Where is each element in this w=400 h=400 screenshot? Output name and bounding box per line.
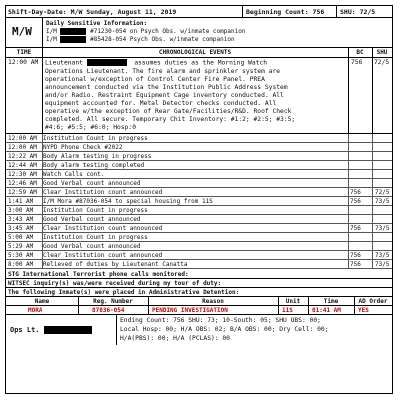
log-event: Good Verbal count announced <box>43 180 141 187</box>
first-entry-bc: 756 <box>351 59 363 66</box>
log-bc: 756 <box>350 252 361 259</box>
log-event: Clear Institution count announced <box>43 225 163 232</box>
log-time: 3:00 AM <box>8 207 34 214</box>
detention-notice: The following Inmate(s) were placed in Administrative Detention: <box>6 288 392 297</box>
log-event: Clear Institution count announced <box>43 189 163 196</box>
log-event: Body Alarm testing in progress <box>43 153 152 160</box>
log-bc: 756 <box>350 261 361 268</box>
log-event: Body alarm testing completed <box>43 162 145 169</box>
log-event: Institution Count in progress <box>43 135 148 142</box>
ad-col-name: Name <box>34 298 50 305</box>
redaction-block <box>60 28 86 35</box>
log-row <box>6 188 392 197</box>
log-bc: 756 <box>350 189 361 196</box>
log-time: 3:45 AM <box>8 225 34 232</box>
redaction-block <box>60 36 86 43</box>
ad-table-header <box>6 297 392 306</box>
witsec-notice: WITSEC inquiry(s) was/were received during my tour of duty: <box>6 279 392 288</box>
ad-table-row <box>6 306 392 315</box>
log-row <box>6 233 392 242</box>
log-time: 12:59 AM <box>8 189 37 196</box>
log-time: 5:29 AM <box>8 243 34 250</box>
dsi-line-1: I/M #71230-054 on Psych Obs. w/inmate companion <box>46 28 246 35</box>
header-row <box>6 6 392 18</box>
log-row <box>6 161 392 170</box>
log-row <box>6 152 392 161</box>
shu-count: SHU: 72/5 <box>340 8 376 16</box>
log-shu: 73/5 <box>375 225 390 232</box>
log-time: 1:41 AM <box>8 198 34 205</box>
log-event: Good Verbal count announced <box>43 243 141 250</box>
log-event: I/M Mora #87036-054 to special housing from 11S <box>43 198 213 205</box>
log-shu: 73/5 <box>375 261 390 268</box>
ad-name: MORA <box>28 307 43 314</box>
ad-order: YES <box>358 307 369 314</box>
log-time: 12:00 AM <box>8 144 37 151</box>
sensitive-info-row <box>6 18 392 48</box>
log-row <box>6 260 392 269</box>
log-bc: 756 <box>350 198 361 205</box>
log-row <box>6 179 392 188</box>
col-shu: SHU <box>376 49 388 56</box>
shift-date: Shift-Day-Date: M/W Sunday, August 11, 2019 <box>8 8 177 16</box>
log-row <box>6 251 392 260</box>
first-entry-shu: 72/5 <box>374 59 390 66</box>
ad-col-reason: Reason <box>202 298 224 305</box>
stg-notice: STG International Terrorist phone calls monitored: <box>6 270 392 279</box>
ad-col-time: Time <box>323 298 339 305</box>
log-time: 12:44 AM <box>8 162 37 169</box>
log-event: Relieved of duties by Lieutenant Canatta <box>43 261 188 268</box>
dsi-title: Daily Sensitive Information: <box>46 20 148 27</box>
log-time: 5:00 AM <box>8 234 34 241</box>
log-event: Clear Institution count announced <box>43 252 163 259</box>
daily-log-form <box>5 5 393 394</box>
col-events: CHRONOLOGICAL EVENTS <box>158 49 232 56</box>
log-table <box>6 134 392 269</box>
log-time: 5:30 AM <box>8 252 34 259</box>
log-row <box>6 206 392 215</box>
log-event: Watch Calls cont. <box>43 171 105 178</box>
beginning-count: Beginning Count: 756 <box>246 8 325 16</box>
log-bc: 756 <box>350 225 361 232</box>
ad-unit: 11S <box>282 307 293 314</box>
column-header-row <box>6 48 392 58</box>
first-entry-time: 12:00 AM <box>8 59 39 66</box>
ops-label: Ops Lt. <box>10 326 92 345</box>
ad-reg: 87036-054 <box>92 307 125 314</box>
ad-col-order: AD Order <box>358 298 388 305</box>
log-time: 12:00 AM <box>8 135 37 142</box>
log-time: 12:30 AM <box>8 171 37 178</box>
log-row <box>6 224 392 233</box>
ad-col-unit: Unit <box>285 298 301 305</box>
log-event: Good Verbal count announced <box>43 216 141 223</box>
redaction-block <box>44 326 92 334</box>
log-row <box>6 170 392 179</box>
first-entry-text: Lieutenant assumes duties as the Morning Watch Operations Lieutenant. The fire alarm and sprinkler system are operational w/exception of Control Center Fire Panel. PREA announcement conducted via the Institution Public Address System and/or Radio. Restraint Equipment Cage inventory conducted. All equipment accounted for. Metal Detector checks conducted. All operative w/the exception of Rear Gate/Facilities/R&D. Roof Check completed. All secure. Temporary Chit Inventory: #1:2; #2:5; #3:5; #4:6; #5:5; #6:0; Hosp:0 <box>45 59 296 131</box>
col-time: TIME <box>16 49 32 56</box>
ad-col-reg: Reg. Number <box>93 298 133 305</box>
dsi-line-2: I/M #85428-054 Psych Obs. w/inmate companion <box>46 36 235 43</box>
log-time: 8:00 AM <box>8 261 34 268</box>
log-time: 12:46 AM <box>8 180 37 187</box>
first-entry <box>6 58 392 134</box>
log-row <box>6 197 392 206</box>
log-row <box>6 215 392 224</box>
log-event: Institution Count in progress <box>43 234 148 241</box>
log-row <box>6 242 392 251</box>
log-shu: 72/5 <box>375 189 390 196</box>
log-event: NYPD Phone Check #2022 <box>43 144 123 151</box>
footer-row <box>6 315 392 345</box>
ending-count: Ending Count: 756 SHU: 73; 10-South: 05; SHU OBS: 00; Local Hosp: 00; H/A OBS: 02; B/A OBS: 00; Dry Cell: 00; H/A(PBS): 00; H/A (PCLAS): 00 <box>120 317 329 342</box>
log-time: 12:22 AM <box>8 153 37 160</box>
log-row <box>6 134 392 143</box>
log-event: Institution Count in progress <box>43 207 148 214</box>
log-time: 3:43 AM <box>8 216 34 223</box>
log-shu: 73/5 <box>375 252 390 259</box>
ad-time: 01:41 AM <box>312 307 341 314</box>
log-shu: 73/5 <box>375 198 390 205</box>
log-row <box>6 143 392 152</box>
ad-reason: PENDING INVESTIGATION <box>152 307 228 314</box>
col-bc: BC <box>356 49 364 56</box>
redaction-block <box>87 59 127 66</box>
mw-label: M/W <box>12 25 32 38</box>
